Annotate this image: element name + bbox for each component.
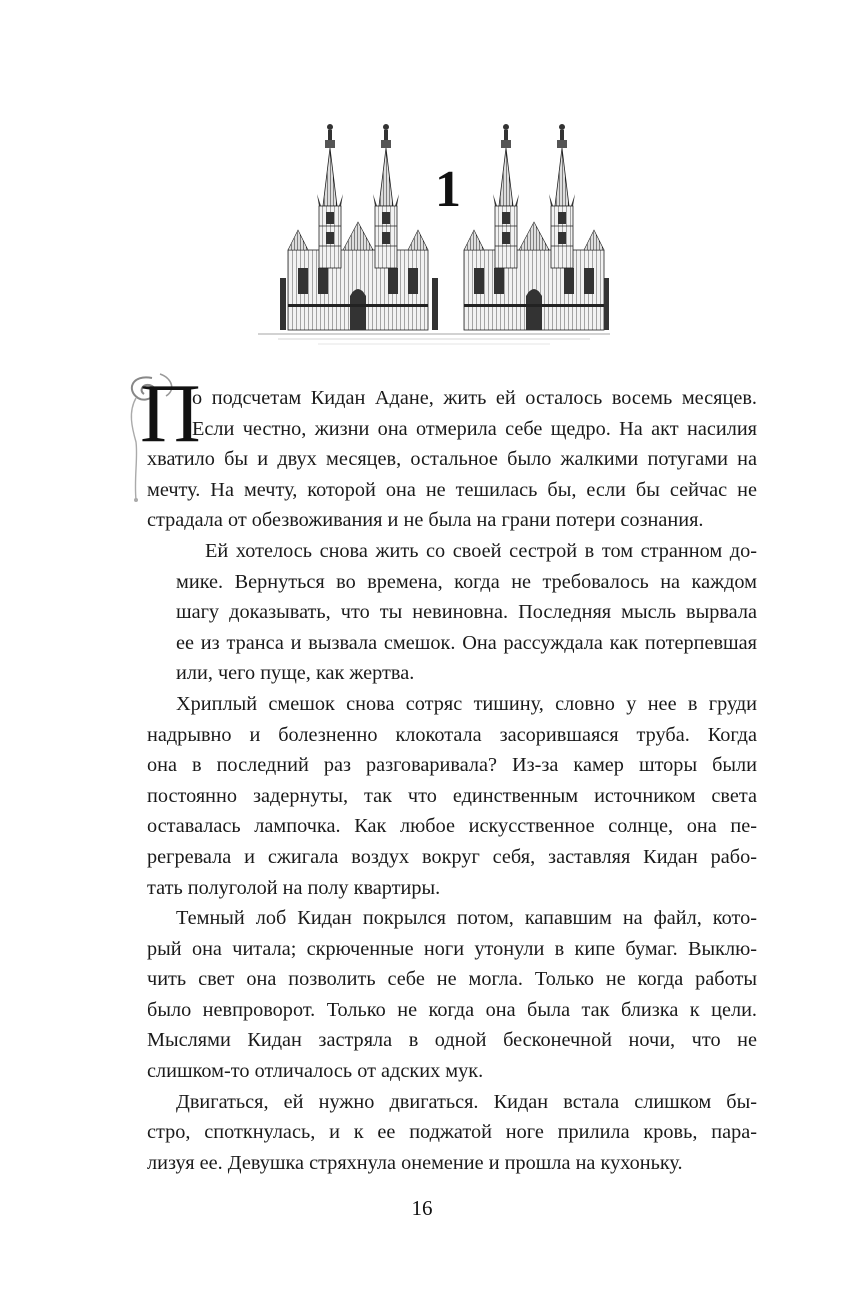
text-line: или, чего пуще, как жертва. [176,662,415,685]
text-line: мике. Вернуться во времена, когда не требовалось на каждом [176,570,757,593]
paragraph [147,536,757,689]
drop-cap: П [140,367,201,460]
text-line: было невпроворот. Только не когда она была так близка к цели. [147,998,757,1021]
text-line: постоянно задернуты, так что единственным источником света [147,784,757,807]
paragraph [147,383,757,536]
text-line: оставалась лампочка. Как любое искусственное солнце, она пе- [147,815,757,838]
text-line: она в последний раз разговаривала? Из-за камер шторы были [147,754,757,777]
text-line: Двигаться, ей нужно двигаться. Кидан встала слишком бы- [176,1090,757,1113]
text-line: Ей хотелось снова жить со своей сестрой в том странном до- [205,539,757,562]
text-line: хватило бы и двух месяцев, остальное было жалкими потугами на [147,448,757,471]
text-line: стро, споткнулась, и к ее поджатой ноге прилила кровь, пара- [147,1121,757,1144]
text-line: страдала от обезвоживания и не была на грани потери сознания. [147,509,704,532]
paragraph [147,903,757,1087]
text-line: регревала и сжигала воздух вокруг себя, заставляя Кидан рабо- [147,845,757,868]
text-line: надрывно и болезненно клокотала засорившаяся труба. Когда [147,723,757,746]
cathedral-illustration [258,118,610,366]
text-line: Хриплый смешок снова сотряс тишину, словно у нее в груди [176,692,757,715]
paragraph [147,689,757,903]
text-line: мечту. На мечту, которой она не тешилась бы, если бы сейчас не [147,478,757,501]
text-line: Темный лоб Кидан покрылся потом, капавшим на файл, кото- [176,907,757,930]
text-line: тать полуголой на полу квартиры. [147,876,441,899]
body-text [147,383,757,1178]
chapter-number: 1 [435,161,461,218]
page-number: 16 [411,1196,433,1220]
text-line: шагу доказывать, что ты невиновна. Последняя мысль вырвала [176,601,757,624]
text-line: ее из транса и вызвала смешок. Она рассуждала как потерпевшая [176,631,757,654]
text-line: рый она читала; скрюченные ноги утонули в кипе бумаг. Выклю- [147,937,757,960]
text-line: чить свет она позволить себе не могла. Только не когда работы [147,968,757,991]
text-line: слишком-то отличалось от адских мук. [147,1060,484,1083]
text-line: лизуя ее. Девушка стряхнула онемение и прошла на кухоньку. [147,1151,683,1174]
text-line: Мыслями Кидан застряла в одной бесконечной ночи, что не [147,1029,757,1052]
text-line: о подсчетам Кидан Адане, жить ей осталось восемь месяцев. [192,387,757,409]
paragraph [147,1087,757,1179]
text-line: Если честно, жизни она отмерила себе щедро. На акт насилия [192,417,757,440]
